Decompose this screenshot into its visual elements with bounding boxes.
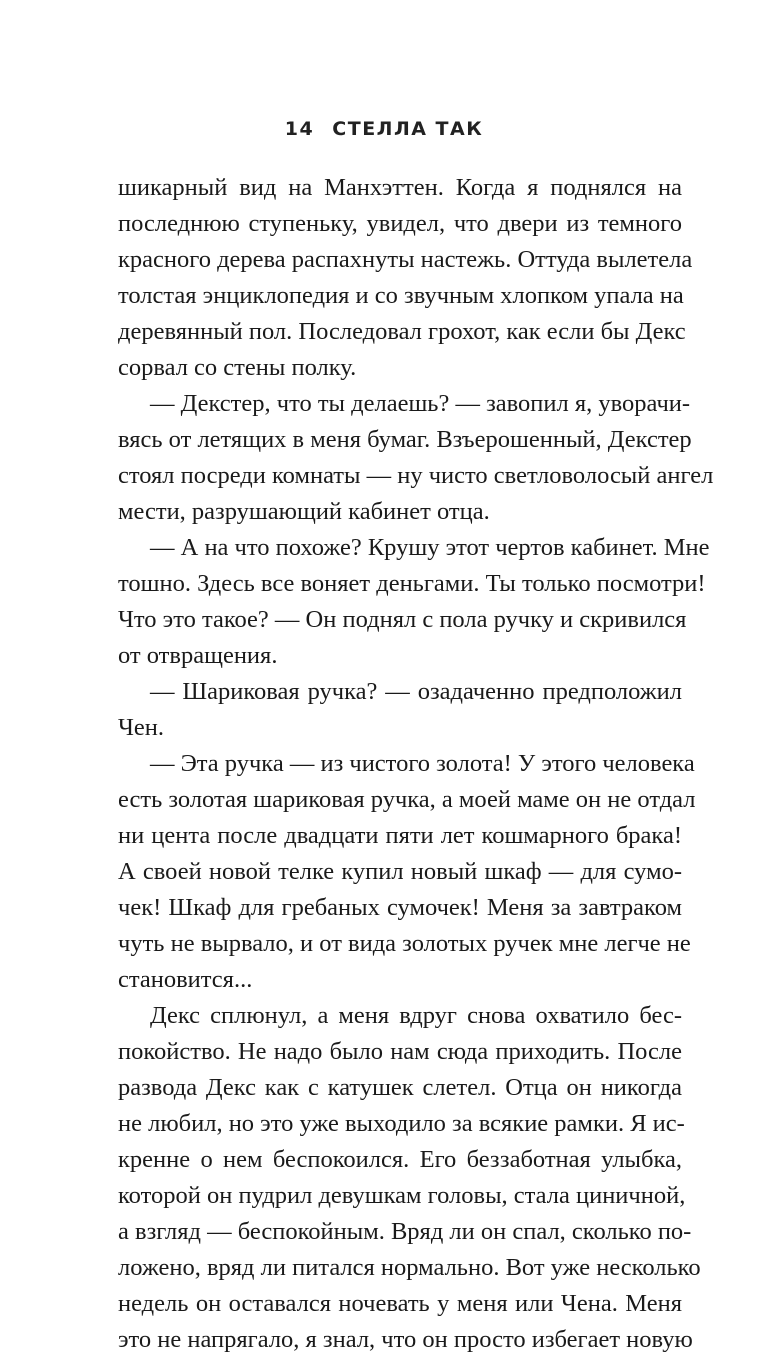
body-text xyxy=(118,170,714,1358)
text-line: недель он оставался ночевать у меня или Чена. Меня xyxy=(118,1290,682,1317)
text-line: не любил, но это уже выходило за всякие рамки. Я ис- xyxy=(118,1110,685,1137)
text-line: Что это такое? — Он поднял с пола ручку и скривился xyxy=(118,606,687,633)
text-line: кренне о нем беспокоился. Его беззаботная улыбка, xyxy=(118,1146,682,1173)
text-line: развода Декс как с катушек слетел. Отца он никогда xyxy=(118,1074,682,1101)
text-line: ложено, вряд ли питался нормально. Вот уже несколько xyxy=(118,1254,701,1281)
text-line: Чен. xyxy=(118,714,165,741)
text-line: мести, разрушающий кабинет отца. xyxy=(118,498,490,525)
text-line: вясь от летящих в меня бумаг. Взъерошенный, Декстер xyxy=(118,426,692,453)
text-line: которой он пудрил девушкам головы, стала циничной, xyxy=(118,1182,686,1209)
text-line: А своей новой телке купил новый шкаф — для сумо- xyxy=(118,858,682,885)
text-line: деревянный пол. Последовал грохот, как если бы Декс xyxy=(118,318,686,345)
text-line: Декс сплюнул, а меня вдруг снова охватило бес- xyxy=(150,1002,682,1029)
text-line: последнюю ступеньку, увидел, что двери из темного xyxy=(118,210,682,237)
text-line: становится... xyxy=(118,966,253,993)
text-line: шикарный вид на Манхэттен. Когда я поднялся на xyxy=(118,174,682,201)
text-line: покойство. Не надо было нам сюда приходить. После xyxy=(118,1038,682,1065)
running-head xyxy=(0,118,768,140)
text-line: чек! Шкаф для гребаных сумочек! Меня за завтраком xyxy=(118,894,682,921)
text-line: сорвал со стены полку. xyxy=(118,354,357,381)
text-line: — Эта ручка — из чистого золота! У этого человека xyxy=(150,750,695,777)
text-line: это не напрягало, я знал, что он просто избегает новую xyxy=(118,1326,693,1353)
text-line: чуть не вырвало, и от вида золотых ручек мне легче не xyxy=(118,930,691,957)
text-line: красного дерева распахнуты настежь. Оттуда вылетела xyxy=(118,246,693,273)
text-line: — А на что похоже? Крушу этот чертов кабинет. Мне xyxy=(150,534,710,561)
text-line: стоял посреди комнаты — ну чисто светловолосый ангел xyxy=(118,462,714,489)
page-number: 14 xyxy=(284,118,315,140)
text-line: ни цента после двадцати пяти лет кошмарного брака! xyxy=(118,822,682,849)
text-line: а взгляд — беспокойным. Вряд ли он спал, сколько по- xyxy=(118,1218,692,1245)
text-line: есть золотая шариковая ручка, а моей маме он не отдал xyxy=(118,786,696,813)
running-head-author: СТЕЛЛА ТАК xyxy=(332,118,484,140)
text-line: от отвращения. xyxy=(118,642,278,669)
text-line: тошно. Здесь все воняет деньгами. Ты только посмотри! xyxy=(118,570,706,597)
text-line: — Шариковая ручка? — озадаченно предположил xyxy=(150,678,682,705)
text-line: толстая энциклопедия и со звучным хлопком упала на xyxy=(118,282,684,309)
text-line: — Декстер, что ты делаешь? — завопил я, уворачи- xyxy=(150,390,691,417)
